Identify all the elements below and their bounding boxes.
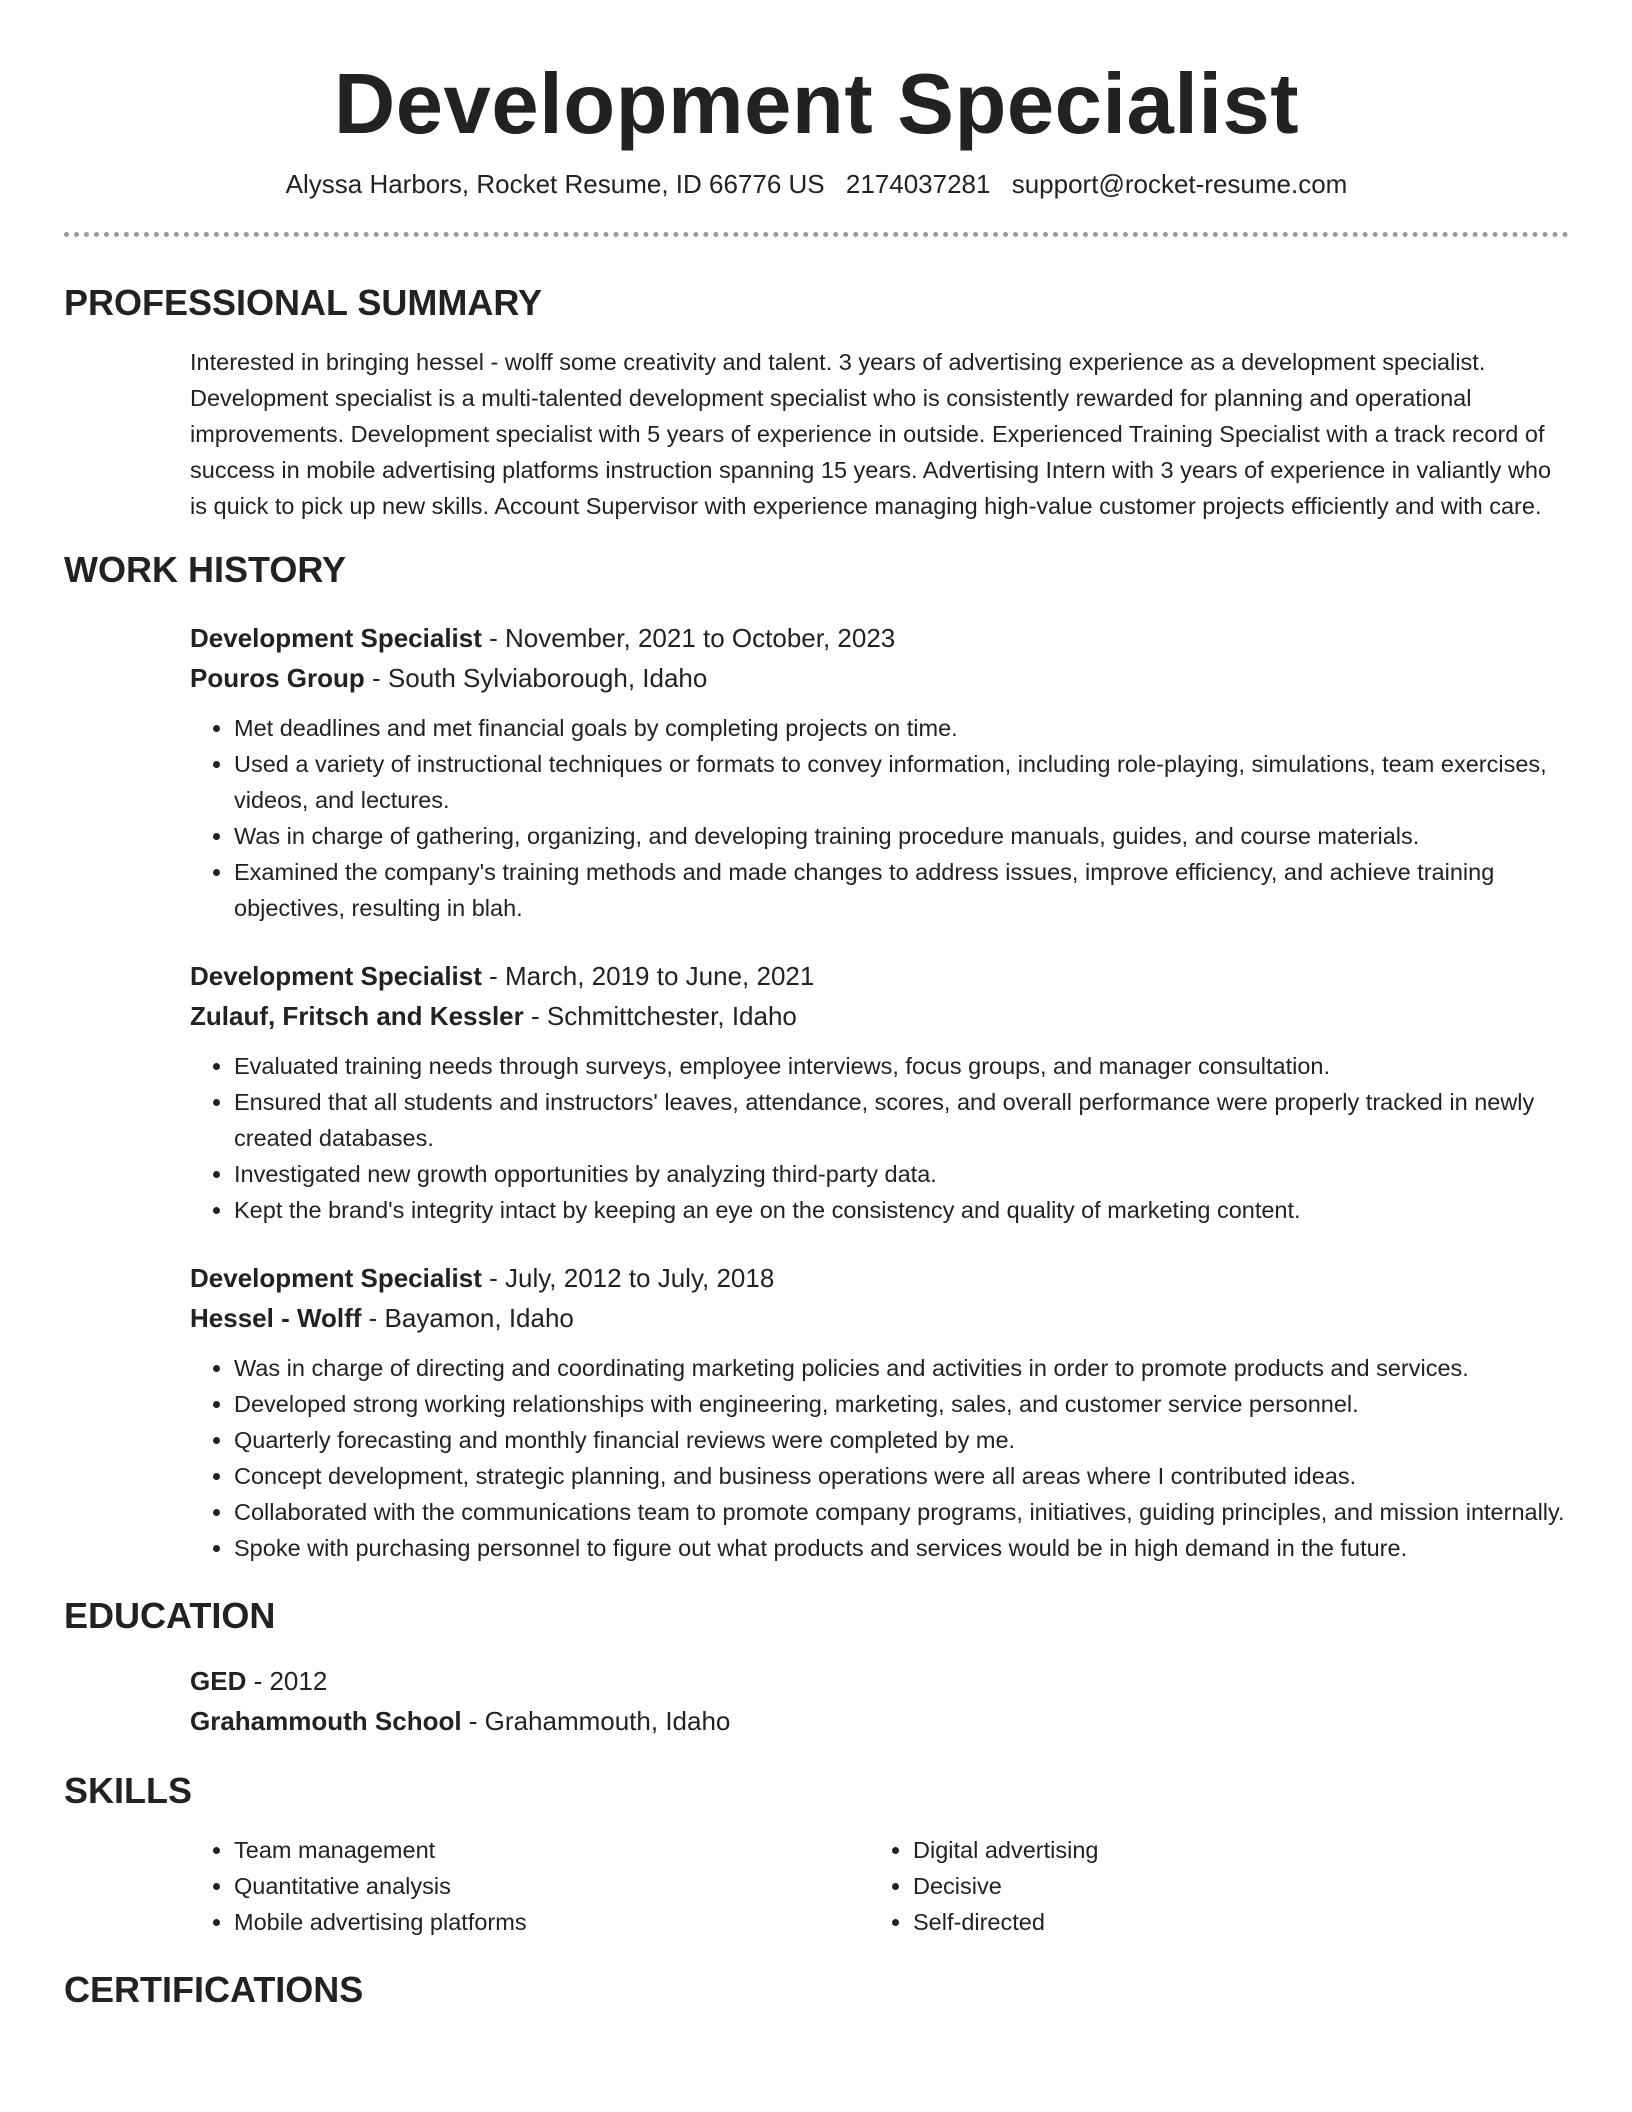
skill-item: • Self-directed <box>913 1904 1548 1940</box>
section-title-education: EDUCATION <box>64 1594 276 1636</box>
contact-email: support@rocket-resume.com <box>1011 168 1348 199</box>
job-bullet: • Spoke with purchasing personnel to figure out what products and services would be in high demand in the future. <box>234 1530 1569 1566</box>
education-school-line <box>190 1701 1569 1741</box>
job-location: - Schmittchester, Idaho <box>523 1000 797 1031</box>
contact-line <box>64 168 1569 202</box>
job-role: Development Specialist <box>190 960 482 991</box>
job-company-line <box>190 658 1569 698</box>
summary-text: Interested in bringing hessel - wolff some creativity and talent. 3 years of advertising experience as a development specialist. Development specialist is a multi-talented development specialist who is consistently rewarded for planning and operational improvements. Development specialist with 5 years of experience in outside. Experienced Training Specialist with a track record of success in mobile advertising platforms instruction spanning 15 years. Advertising Intern with 3 years of experience in valiantly who is quick to pick up new skills. Account Supervisor with experience managing high-value customer projects efficiently and with care. <box>190 349 1552 520</box>
job-role-line <box>190 956 1569 996</box>
job-bullet: • Examined the company's training methods and made changes to address issues, improve efficiency, and achieve training objectives, resulting in blah. <box>234 854 1569 926</box>
job-dates: - November, 2021 to October, 2023 <box>481 622 896 653</box>
education-degree-line <box>190 1661 1569 1701</box>
job-role: Development Specialist <box>190 622 482 653</box>
job-location: - South Sylviaborough, Idaho <box>364 662 708 693</box>
section-title-certifications: CERTIFICATIONS <box>64 1969 364 2011</box>
education-location: - Grahammouth, Idaho <box>461 1705 731 1736</box>
resume-page <box>64 0 1569 2011</box>
job-bullet: • Concept development, strategic planning, and business operations were all areas where I contributed ideas. <box>234 1458 1569 1494</box>
job-entry <box>190 1258 1569 1566</box>
skill-item: • Team management <box>234 1832 869 1868</box>
resume-name: Development Specialist <box>333 57 1300 152</box>
job-role-line <box>190 618 1569 658</box>
job-bullet: • Was in charge of directing and coordinating marketing policies and activities in order to promote products and services. <box>234 1350 1569 1386</box>
skill-item: • Decisive <box>913 1868 1548 1904</box>
contact-address: Alyssa Harbors, Rocket Resume, ID 66776 US <box>285 168 825 199</box>
job-entry <box>190 956 1569 1228</box>
section-title-work-history: WORK HISTORY <box>64 549 347 591</box>
contact-phone: 2174037281 <box>845 168 991 199</box>
job-bullet: • Evaluated training needs through surveys, employee interviews, focus groups, and manager consultation. <box>234 1048 1569 1084</box>
job-bullet: • Used a variety of instructional techniques or formats to convey information, including role-playing, simulations, team exercises, videos, and lectures. <box>234 746 1569 818</box>
job-role: Development Specialist <box>190 1262 482 1293</box>
skills-column-right <box>869 1832 1548 1940</box>
job-bullets <box>190 1048 1569 1228</box>
job-dates: - July, 2012 to July, 2018 <box>481 1262 775 1293</box>
section-title-skills: SKILLS <box>64 1769 193 1811</box>
work-history-list <box>190 618 1569 1566</box>
job-entry <box>190 618 1569 926</box>
education-year: - 2012 <box>246 1665 328 1696</box>
skills-column-left <box>190 1832 869 1940</box>
skill-item: • Quantitative analysis <box>234 1868 869 1904</box>
job-bullet: • Investigated new growth opportunities by analyzing third-party data. <box>234 1156 1569 1192</box>
education-entry <box>190 1661 1569 1741</box>
job-bullet: • Met deadlines and met financial goals by completing projects on time. <box>234 710 1569 746</box>
section-title-summary: PROFESSIONAL SUMMARY <box>64 282 543 324</box>
job-company: Hessel - Wolff <box>190 1302 362 1333</box>
job-bullet: • Was in charge of gathering, organizing, and developing training procedure manuals, guides, and course materials. <box>234 818 1569 854</box>
job-company: Pouros Group <box>190 662 365 693</box>
job-bullet: • Developed strong working relationships with engineering, marketing, sales, and customer service personnel. <box>234 1386 1569 1422</box>
job-company: Zulauf, Fritsch and Kessler <box>190 1000 524 1031</box>
skill-item: • Digital advertising <box>913 1832 1548 1868</box>
education-degree: GED <box>190 1665 247 1696</box>
education-school: Grahammouth School <box>190 1705 462 1736</box>
job-company-line <box>190 1298 1569 1338</box>
job-company-line <box>190 996 1569 1036</box>
skill-item: • Mobile advertising platforms <box>234 1904 869 1940</box>
job-bullet: • Kept the brand's integrity intact by keeping an eye on the consistency and quality of marketing content. <box>234 1192 1569 1228</box>
job-bullets <box>190 1350 1569 1566</box>
header-divider <box>64 232 1569 237</box>
job-bullet: • Collaborated with the communications team to promote company programs, initiatives, guiding principles, and mission internally. <box>234 1494 1569 1530</box>
job-location: - Bayamon, Idaho <box>361 1302 574 1333</box>
job-bullet: • Ensured that all students and instructors' leaves, attendance, scores, and overall performance were properly tracked in newly created databases. <box>234 1084 1569 1156</box>
job-dates: - March, 2019 to June, 2021 <box>481 960 815 991</box>
job-bullets <box>190 710 1569 926</box>
job-role-line <box>190 1258 1569 1298</box>
skills-grid <box>190 1832 1569 1940</box>
job-bullet: • Quarterly forecasting and monthly financial reviews were completed by me. <box>234 1422 1569 1458</box>
